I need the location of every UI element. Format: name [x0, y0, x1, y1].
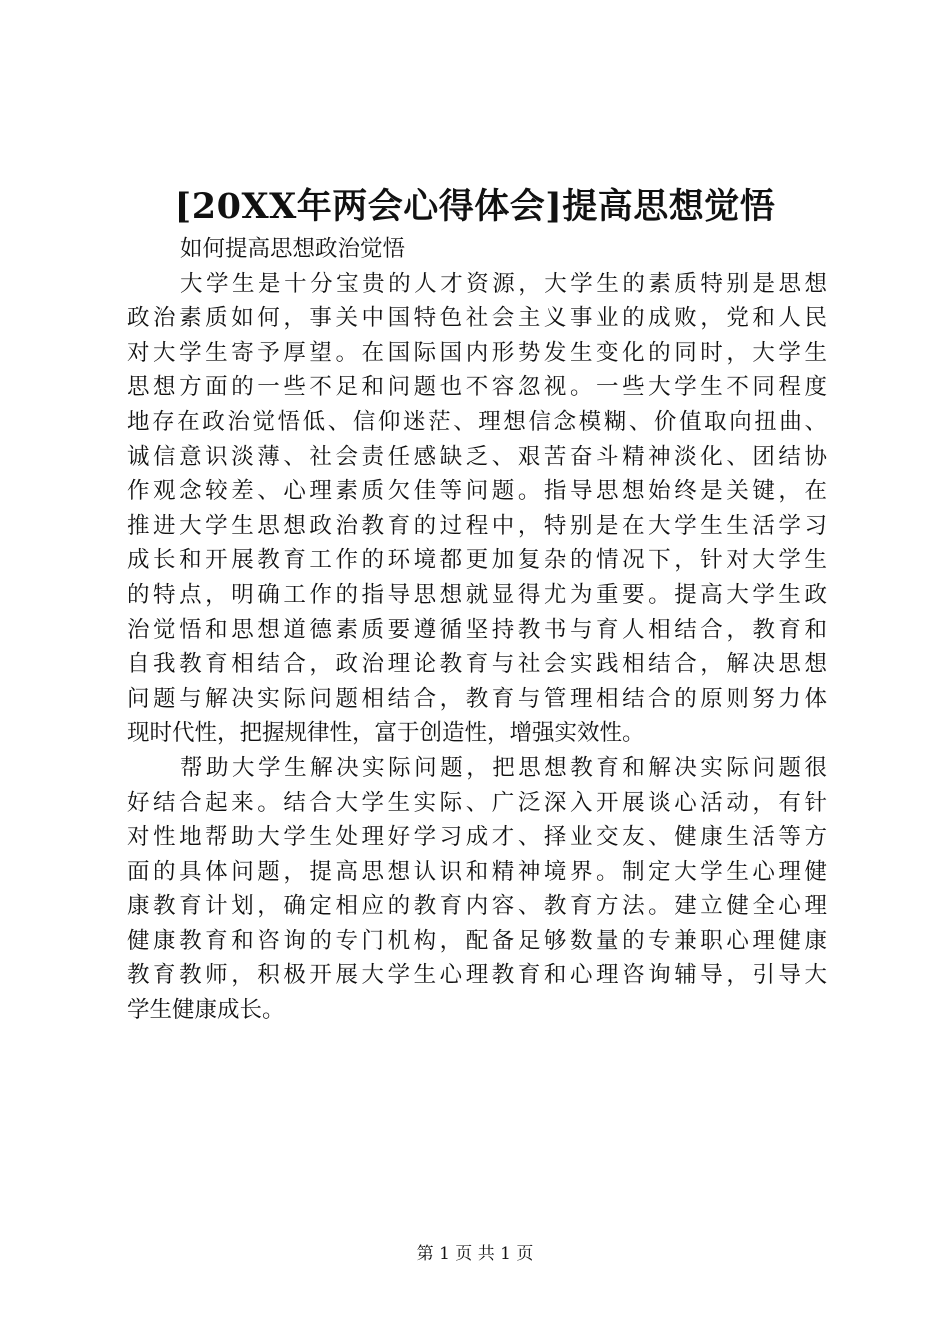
paragraph-line: 学生健康成长。 [127, 997, 285, 1024]
paragraph-line: 问题与解决实际问题相结合，教育与管理相结合的原则努力体 [127, 685, 827, 712]
paragraph-line: 思想方面的一些不足和问题也不容忽视。一些大学生不同程度 [127, 374, 827, 401]
paragraph-line: 的特点，明确工作的指导思想就显得尤为重要。提高大学生政 [127, 581, 827, 608]
paragraph-1 [127, 267, 827, 751]
paragraph-line: 地存在政治觉悟低、信仰迷茫、理想信念模糊、价值取向扭曲、 [127, 408, 827, 435]
paragraph-line: 自我教育相结合，政治理论教育与社会实践相结合，解决思想 [127, 651, 827, 678]
paragraph-line: 成长和开展教育工作的环境都更加复杂的情况下，针对大学生 [127, 547, 827, 574]
paragraph-line: 对大学生寄予厚望。在国际国内形势发生变化的同时，大学生 [127, 339, 827, 366]
paragraph-line: 对性地帮助大学生处理好学习成才、择业交友、健康生活等方 [127, 824, 827, 851]
paragraph-line: 作观念较差、心理素质欠佳等问题。指导思想始终是关键，在 [127, 478, 827, 505]
paragraph-line: 面的具体问题，提高思想认识和精神境界。制定大学生心理健 [127, 858, 827, 885]
paragraph-line: 政治素质如何，事关中国特色社会主义事业的成败，党和人民 [127, 305, 827, 332]
paragraph-2 [127, 751, 827, 1028]
paragraph-line: 推进大学生思想政治教育的过程中，特别是在大学生生活学习 [127, 512, 827, 539]
paragraph-line: 帮助大学生解决实际问题，把思想教育和解决实际问题很 [180, 754, 827, 781]
paragraph-line: 治觉悟和思想道德素质要遵循坚持教书与育人相结合，教育和 [127, 616, 827, 643]
paragraph-line: 诚信意识淡薄、社会责任感缺乏、艰苦奋斗精神淡化、团结协 [127, 443, 827, 470]
paragraph-line: 好结合起来。结合大学生实际、广泛深入开展谈心活动，有针 [127, 789, 827, 816]
paragraph-line: 教育教师，积极开展大学生心理教育和心理咨询辅导，引导大 [127, 962, 827, 989]
paragraph-line: 大学生是十分宝贵的人才资源，大学生的素质特别是思想 [180, 270, 827, 297]
document-body [127, 232, 827, 1028]
subtitle-line: 如何提高思想政治觉悟 [180, 236, 406, 262]
document-title: [20XX年两会心得体会]提高思想觉悟 [174, 186, 776, 227]
paragraph-line: 健康教育和咨询的专门机构，配备足够数量的专兼职心理健康 [127, 927, 827, 954]
page-footer: 第 1 页 共 1 页 [416, 1244, 534, 1264]
paragraph-line: 现时代性，把握规律性，富于创造性，增强实效性。 [127, 720, 645, 747]
paragraph-line: 康教育计划，确定相应的教育内容、教育方法。建立健全心理 [127, 893, 827, 920]
